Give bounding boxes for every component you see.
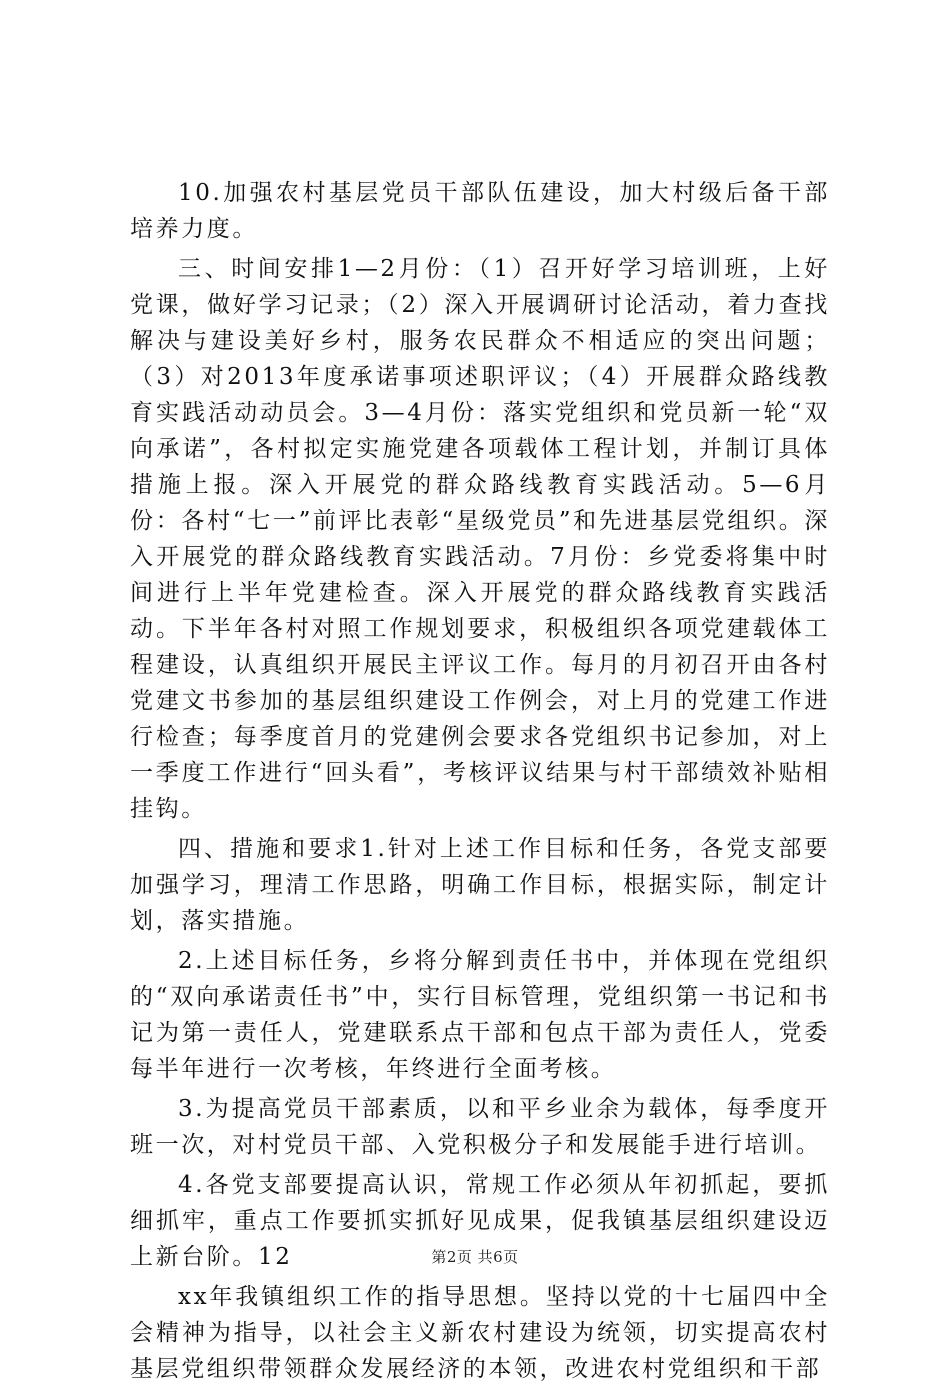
paragraph-guiding-thought: xx年我镇组织工作的指导思想。坚持以党的十七届四中全会精神为指导，以社会主义新农村建设为统领，切实提高农村基层党组织带领群众发展经济的本领，改进农村党组织和干部: [130, 1284, 830, 1382]
paragraph-measures-4: 4.各党支部要提高认识，常规工作必须从年初抓起，要抓细抓牢，重点工作要抓实抓好见成果，促我镇基层组织建设迈上新台阶。12: [130, 1172, 830, 1270]
page-footer: 第2页 共6页: [431, 1248, 519, 1266]
paragraph-measures-3: 3.为提高党员干部素质，以和平乡业余为载体，每季度开班一次，对村党员干部、入党积极分子和发展能手进行培训。: [130, 1096, 830, 1158]
paragraph-item-10: 10.加强农村基层党员干部队伍建设，加大村级后备干部培养力度。: [130, 180, 830, 242]
paragraph-measures-2: 2.上述目标任务，乡将分解到责任书中，并体现在党组织的“双向承诺责任书”中，实行目标管理，党组织第一书记和书记为第一责任人，党建联系点干部和包点干部为责任人，党委每半年进行一次考核，年终进行全面考核。: [130, 948, 830, 1082]
document-body: [130, 175, 830, 1391]
paragraph-measures-1: 四、措施和要求1.针对上述工作目标和任务，各党支部要加强学习，理清工作思路，明确工作目标，根据实际，制定计划，落实措施。: [130, 836, 830, 934]
paragraph-schedule: 三、时间安排1—2月份：（1）召开好学习培训班，上好党课，做好学习记录；（2）深入开展调研讨论活动，着力查找解决与建设美好乡村，服务农民群众不相适应的突出问题；（3）对2013年度承诺事项述职评议；（4）开展群众路线教育实践活动动员会。3—4月份：落实党组织和党员新一轮“双向承诺”，各村拟定实施党建各项载体工程计划，并制订具体措施上报。深入开展党的群众路线教育实践活动。5—6月份：各村“七一”前评比表彰“星级党员”和先进基层党组织。深入开展党的群众路线教育实践活动。7月份：乡党委将集中时间进行上半年党建检查。深入开展党的群众路线教育实践活动。下半年各村对照工作规划要求，积极组织各项党建载体工程建设，认真组织开展民主评议工作。每月的月初召开由各村党建文书参加的基层组织建设工作例会，对上月的党建工作进行检查；每季度首月的党建例会要求各党组织书记参加，对上一季度工作进行“回头看”，考核评议结果与村干部绩效补贴相挂钩。: [130, 256, 830, 822]
